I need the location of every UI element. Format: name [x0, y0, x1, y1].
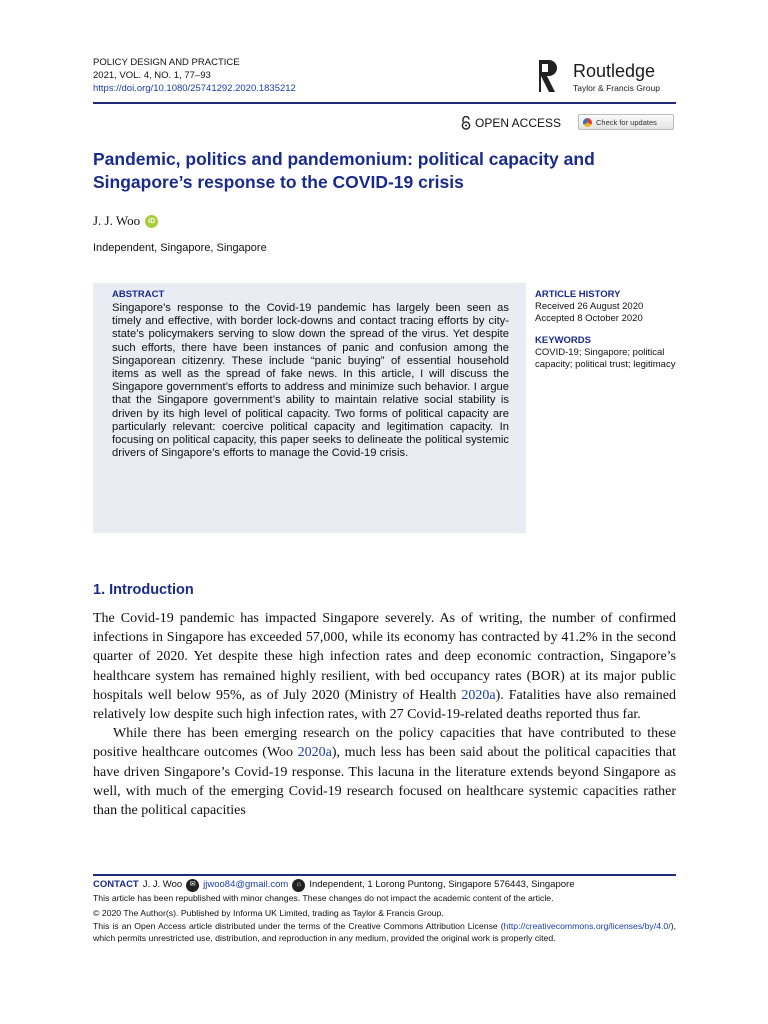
- header-rule: [93, 102, 676, 104]
- history-accepted: Accepted 8 October 2020: [535, 313, 643, 324]
- text-run: ), much less has been said about the political capacities that have driven Singapore’s Covid-19 response. This lacuna in the literature extends beyond Singapore as well, with much of the emerging Covid-19 research focused on healthcare systemic capacities rather than the political capacities: [93, 745, 676, 819]
- text-run: ), which permits unrestricted use, distribution, and reproduction in any medium, provided the original work is properly cited.: [93, 921, 676, 943]
- orcid-icon[interactable]: iD: [145, 215, 158, 228]
- check-for-updates-button[interactable]: [578, 114, 674, 130]
- abstract-box: [93, 283, 526, 533]
- contact-name: J. J. Woo: [142, 879, 183, 891]
- email-link[interactable]: jjwoo84@gmail.com: [203, 879, 289, 891]
- open-access-badge: [461, 116, 561, 130]
- contact-line: [93, 879, 574, 892]
- keywords-text: COVID-19; Singapore; political capacity; political trust; legitimacy: [535, 347, 676, 370]
- journal-meta: [93, 56, 296, 95]
- journal-citation: 2021, VOL. 4, NO. 1, 77–93: [93, 70, 211, 81]
- citation-link[interactable]: 2020a: [461, 687, 496, 703]
- publisher-name: Routledge: [573, 61, 656, 81]
- license-note: [93, 921, 676, 944]
- body-text: [93, 609, 676, 820]
- contact-address: Independent, 1 Lorong Puntong, Singapore 576443, Singapore: [309, 879, 575, 891]
- text-run: ). Fatalities have also remained relatively low despite such high infection rates, with 27 Covid-19-related deaths reported thus far.: [93, 687, 676, 723]
- text-run: The Covid-19 pandemic has impacted Singapore severely. As of writing, the number of confirmed infections in Singapore has exceeded 57,000, while its economy has contracted by 41.2% in the second quarter of 2020. Yet despite these high infection rates and deep economic contraction, Singapore’s healthcare system has remained highly resilient, with bed occupancy rates (BOR) at its major public hospitals well below 95%, as of July 2020 (Ministry of Health: [93, 611, 676, 703]
- republished-note: This article has been republished with minor changes. These changes do not impact the academic content of the article.: [93, 893, 554, 903]
- copyright-note: © 2020 The Author(s). Published by Informa UK Limited, trading as Taylor & Francis Group.: [93, 908, 444, 918]
- contact-label: CONTACT: [93, 879, 139, 891]
- author-line: [93, 213, 158, 229]
- open-access-label: OPEN ACCESS: [475, 116, 562, 130]
- author-affiliation: Independent, Singapore, Singapore: [93, 242, 267, 254]
- publisher-subname: Taylor & Francis Group: [573, 83, 660, 93]
- history-heading: ARTICLE HISTORY: [535, 289, 621, 300]
- email-icon: ✉: [186, 879, 199, 892]
- paragraph: [93, 724, 676, 820]
- routledge-mark-icon: [535, 58, 561, 94]
- paragraph: [93, 609, 676, 724]
- license-link[interactable]: http://creativecommons.org/licenses/by/4.0/: [503, 921, 671, 931]
- author-name: J. J. Woo: [93, 213, 141, 228]
- journal-name: POLICY DESIGN AND PRACTICE: [93, 57, 240, 68]
- citation-link[interactable]: 2020a: [297, 745, 332, 761]
- article-title: Pandemic, politics and pandemonium: political capacity and Singapore’s response to the COVID-19 crisis: [93, 149, 595, 192]
- publisher-logo: [535, 58, 680, 96]
- article-sidebar: [535, 289, 680, 371]
- history-received: Received 26 August 2020: [535, 301, 644, 312]
- open-lock-icon: [461, 116, 471, 130]
- address-icon: ⌂: [292, 879, 305, 892]
- section-heading-introduction: 1. Introduction: [93, 582, 194, 598]
- text-run: This is an Open Access article distributed under the terms of the Creative Commons Attribution License (: [93, 921, 504, 931]
- footer-rule: [93, 874, 676, 876]
- crossmark-icon: [583, 118, 592, 127]
- text-run: While there has been emerging research on the policy capacities that have contributed to these positive healthcare outcomes (Woo: [93, 726, 676, 761]
- check-for-updates-label: Check for updates: [596, 117, 657, 127]
- abstract-text: Singapore’s response to the Covid-19 pandemic has largely been seen as timely and effective, with border lock-downs and contact tracing efforts by city-state’s policymakers serving to slow down the spread of the virus. Yet despite such efforts, there have been instances of panic and confusion among the Singaporean citizenry. These include “panic buying” of essential household items as well as the spread of fake news. In this article, I will discuss the Singapore government’s efforts to address and minimize such behavior. I argue that the Singapore government’s ability to maintain relative social stability is driven by its high level of political capacity. Two forms of political capacity are particularly relevant: coercive political capacity and legitimation capacity. In focusing on political capacity, this paper seeks to delineate the political systemic drivers of Singapore’s efforts to manage the Covid-19 crisis.: [112, 302, 509, 460]
- abstract-heading: ABSTRACT: [112, 289, 165, 300]
- doi-link[interactable]: https://doi.org/10.1080/25741292.2020.1835212: [93, 83, 296, 94]
- keywords-heading: KEYWORDS: [535, 335, 591, 346]
